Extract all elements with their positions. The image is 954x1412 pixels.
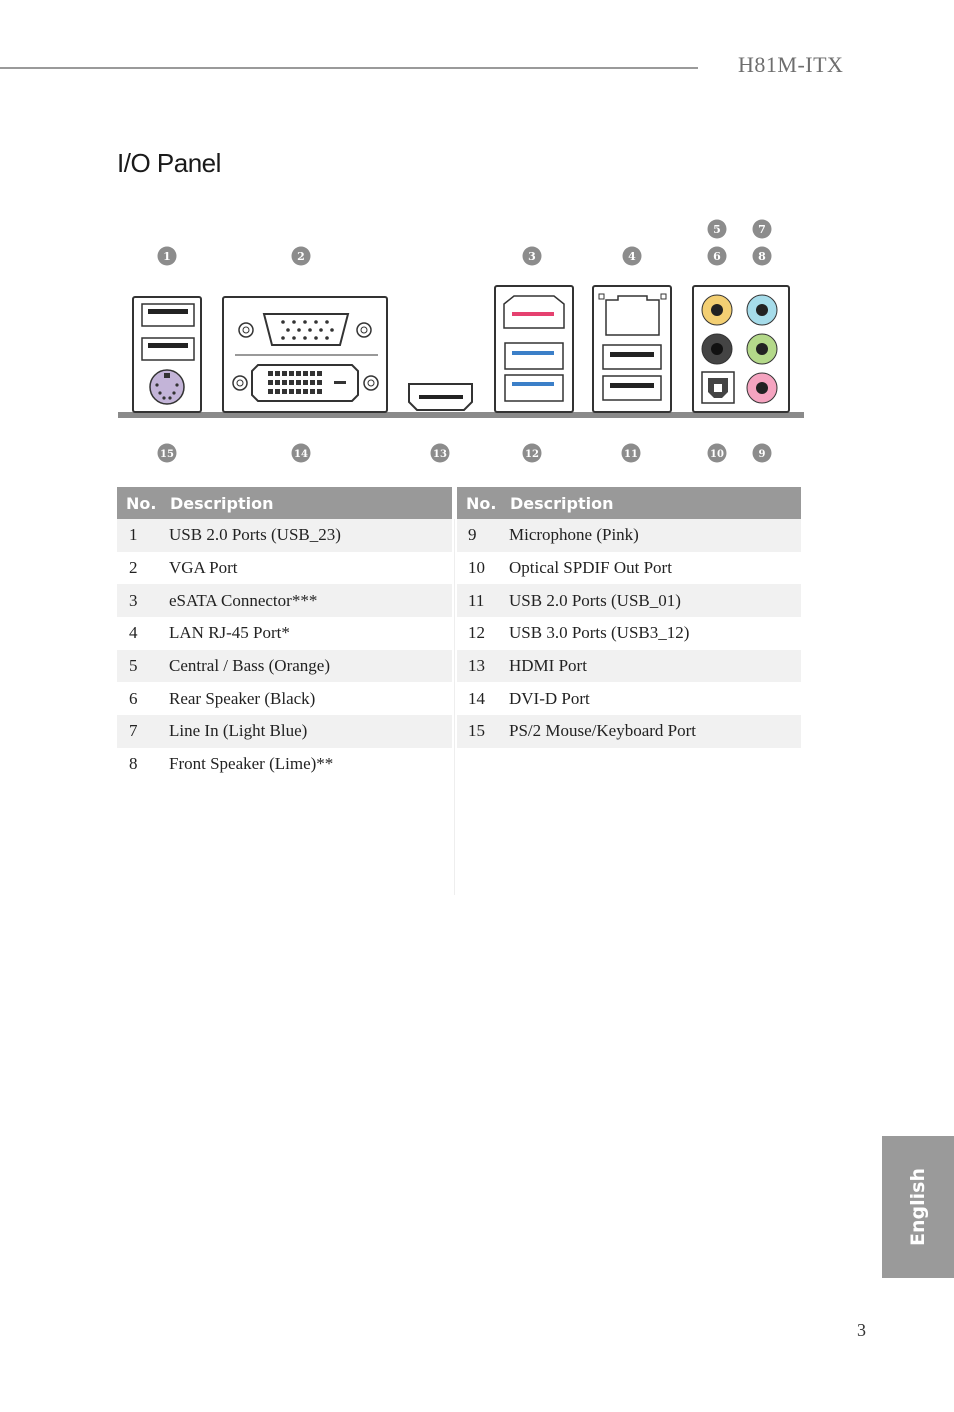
io-panel-diagram: [0, 0, 954, 480]
row-description: Front Speaker (Lime)**: [169, 754, 334, 774]
table-row: [457, 552, 801, 585]
table-row: [457, 617, 801, 650]
row-no: 15: [457, 715, 501, 748]
callout-4-label: 4: [628, 250, 636, 263]
table-header-row: [457, 487, 801, 519]
usb-port-icon: [142, 338, 194, 360]
column-header-no: No.: [457, 487, 501, 519]
optical-spdif-icon: [702, 372, 734, 403]
row-no: 11: [457, 584, 501, 617]
table-row: [117, 519, 452, 552]
vga-dvi-block: [223, 297, 387, 412]
callout-4: [623, 247, 642, 266]
callout-12: [523, 444, 542, 463]
callout-12-label: 12: [525, 449, 539, 460]
callout-5-label: 5: [713, 223, 721, 236]
language-tab: [882, 1136, 954, 1278]
usb3-port-icon: [505, 343, 563, 369]
esata-usb3-block: [495, 286, 573, 412]
table-row: [457, 650, 801, 683]
row-description: Rear Speaker (Black): [169, 688, 316, 708]
table-divider: [454, 519, 455, 895]
callout-10-label: 10: [710, 449, 724, 460]
callout-3: [523, 247, 542, 266]
callout-15-label: 15: [160, 449, 174, 460]
callout-9: [753, 444, 772, 463]
row-no: 8: [129, 754, 138, 774]
lan-port-icon: [606, 296, 659, 335]
io-panel-tables: [117, 487, 801, 895]
audio-block: [693, 286, 789, 412]
vga-port-icon: [264, 314, 348, 345]
row-description: VGA Port: [169, 558, 238, 578]
row-no: 10: [468, 558, 485, 578]
callout-11-label: 11: [624, 449, 638, 460]
callout-7: [753, 220, 772, 239]
table-row: [117, 748, 452, 781]
callout-6-label: 6: [713, 250, 721, 263]
row-no: 13: [457, 650, 501, 683]
row-description: Line In (Light Blue): [161, 715, 452, 748]
callout-13-label: 13: [433, 449, 447, 460]
table-row: [117, 552, 452, 585]
row-no: 5: [117, 650, 161, 683]
row-no: 1: [117, 519, 161, 552]
table-row: [457, 519, 801, 552]
port-table-right: [457, 487, 801, 748]
row-description: PS/2 Mouse/Keyboard Port: [501, 715, 801, 748]
row-no: 4: [129, 623, 138, 643]
table-row: [117, 682, 452, 715]
row-no: 3: [117, 584, 161, 617]
section-title: I/O Panel: [117, 148, 221, 178]
callout-14: [292, 444, 311, 463]
callout-9-label: 9: [758, 449, 766, 460]
usb2-ps2-block: [133, 297, 201, 412]
callout-13: [431, 444, 450, 463]
table-header-row: [117, 487, 452, 519]
row-description: USB 2.0 Ports (USB_01): [501, 584, 801, 617]
table-row: [117, 715, 452, 748]
lan-usb2-block: [593, 286, 671, 412]
row-description: USB 3.0 Ports (USB3_12): [509, 623, 690, 643]
usb3-port-icon: [505, 375, 563, 401]
hdmi-port-icon: [409, 384, 472, 410]
table-row: [457, 682, 801, 715]
callout-11: [622, 444, 641, 463]
row-no: 9: [457, 519, 501, 552]
row-description: LAN RJ-45 Port*: [169, 623, 290, 643]
column-header-description: Description: [501, 487, 801, 519]
row-description: Central / Bass (Orange): [161, 650, 452, 683]
row-description: Optical SPDIF Out Port: [509, 558, 672, 578]
callout-1-label: 1: [163, 250, 171, 263]
callout-3-label: 3: [528, 250, 536, 263]
row-no: 6: [129, 688, 138, 708]
callout-2-label: 2: [297, 250, 305, 263]
row-description: USB 2.0 Ports (USB_23): [161, 519, 452, 552]
table-row: [117, 584, 452, 617]
model-name: H81M-ITX: [738, 52, 844, 77]
language-label: English: [907, 1168, 929, 1246]
callout-6: [708, 247, 727, 266]
callout-8: [753, 247, 772, 266]
column-header-description: Description: [161, 487, 452, 519]
page-number: 3: [857, 1320, 866, 1340]
port-table-left: [117, 487, 452, 781]
callout-2: [292, 247, 311, 266]
callout-8-label: 8: [758, 250, 766, 263]
callout-15: [158, 444, 177, 463]
column-header-no: No.: [117, 487, 161, 519]
row-no: 2: [129, 558, 138, 578]
table-row: [117, 650, 452, 683]
usb-port-icon: [142, 304, 194, 326]
table-row: [457, 584, 801, 617]
row-no: 7: [117, 715, 161, 748]
callout-7-label: 7: [758, 223, 766, 236]
row-no: 14: [468, 688, 485, 708]
callout-1: [158, 247, 177, 266]
row-description: HDMI Port: [501, 650, 801, 683]
table-row: [117, 617, 452, 650]
row-description: DVI-D Port: [509, 688, 590, 708]
row-no: 12: [468, 623, 485, 643]
row-description: eSATA Connector***: [161, 584, 452, 617]
row-description: Microphone (Pink): [501, 519, 801, 552]
callout-10: [708, 444, 727, 463]
table-row: [457, 715, 801, 748]
callout-5: [708, 220, 727, 239]
callout-14-label: 14: [294, 449, 308, 460]
